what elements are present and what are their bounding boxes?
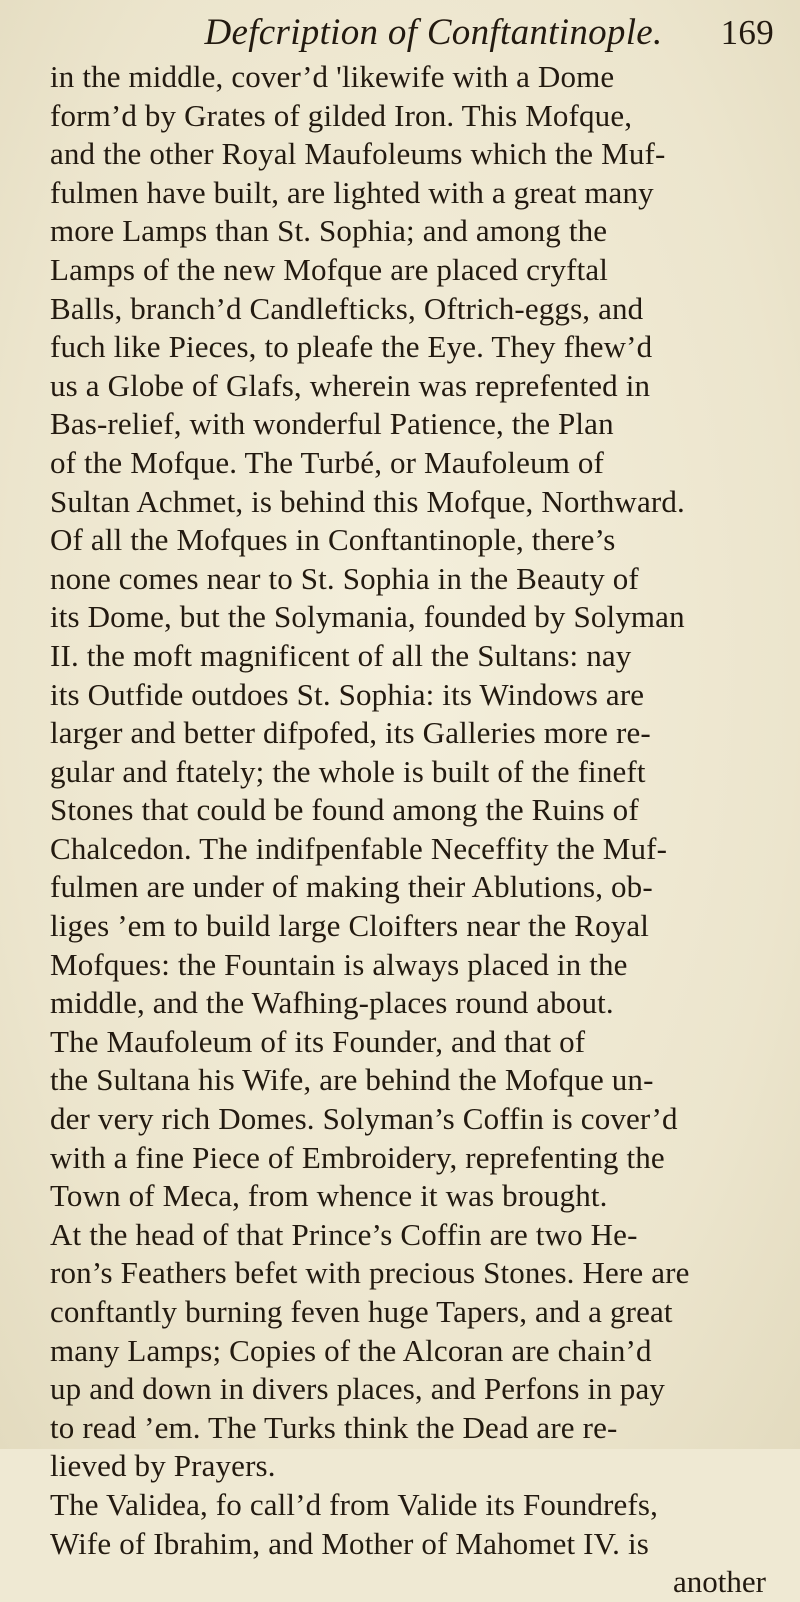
text-line: up and down in divers places, and Perfons in pay — [50, 1371, 666, 1407]
text-line: ron’s Feathers befet with precious Stones. Here are — [50, 1255, 690, 1291]
text-line: Chalcedon. The indifpenfable Neceffity the Muf- — [50, 830, 668, 866]
text-line: none comes near to St. Sophia in the Beauty of — [50, 560, 639, 596]
page-number: 169 — [720, 13, 774, 52]
text-line: der very rich Domes. Solyman’s Coffin is cover’d — [50, 1101, 678, 1137]
text-line: Town of Meca, from whence it was brought. — [50, 1178, 608, 1214]
text-line: fuch like Pieces, to pleafe the Eye. They fhew’d — [50, 329, 653, 365]
text-line: At the head of that Prince’s Coffin are two He- — [50, 1216, 638, 1252]
text-line: in the middle, cover’d 'likewife with a Dome — [50, 59, 615, 94]
text-line: fulmen are under of making their Ablutions, ob- — [50, 869, 653, 905]
text-line: fulmen have built, are lighted with a great many — [50, 174, 654, 210]
text-line: the Sultana his Wife, are behind the Mofque un- — [50, 1062, 654, 1098]
text-line: liges ’em to build large Cloifters near the Royal — [50, 908, 650, 944]
text-line: its Dome, but the Solymania, founded by Solyman — [50, 599, 685, 635]
text-line: Of all the Mofques in Conftantinople, there’s — [50, 522, 616, 558]
text-line: Bas-relief, with wonderful Patience, the Plan — [50, 406, 614, 442]
text-line: of the Mofque. The Turbé, or Maufoleum of — [50, 444, 605, 480]
text-line: Balls, branch’d Candlefticks, Oftrich-eggs, and — [50, 290, 644, 326]
text-line: middle, and the Wafhing-places round about. — [50, 985, 614, 1021]
text-line: conftantly burning feven huge Tapers, and a great — [50, 1294, 673, 1329]
text-line: with a fine Piece of Embroidery, reprefenting the — [50, 1139, 665, 1175]
text-line: The Validea, fo call’d from Valide its Foundrefs, — [50, 1486, 658, 1522]
text-line: us a Globe of Glafs, wherein was reprefented in — [50, 367, 651, 403]
text-line: its Outfide outdoes St. Sophia: its Windows are — [50, 676, 645, 712]
text-line: lieved by Prayers. — [50, 1448, 276, 1484]
text-line: The Maufoleum of its Founder, and that of — [50, 1023, 586, 1059]
text-line: Stones that could be found among the Ruins of — [50, 792, 639, 828]
text-line: many Lamps; Copies of the Alcoran are chain’d — [50, 1332, 652, 1368]
running-title: Defcription of Conftantinople. — [204, 12, 663, 53]
text-line: Lamps of the new Mofque are placed cryftal — [50, 251, 609, 287]
text-line: and the other Royal Maufoleums which the Muf- — [50, 136, 666, 172]
text-line: gular and ftately; the whole is built of the fineft — [50, 753, 646, 789]
text-line: Sultan Achmet, is behind this Mofque, Northward. — [50, 483, 685, 519]
text-line: II. the moft magnificent of all the Sultans: nay — [50, 637, 632, 673]
text-line: to read ’em. The Turks think the Dead are re- — [50, 1409, 618, 1445]
text-line: more Lamps than St. Sophia; and among the — [50, 213, 608, 249]
text-line: larger and better difpofed, its Galleries more re- — [50, 715, 651, 751]
body-text — [50, 58, 778, 1602]
text-line: form’d by Grates of gilded Iron. This Mofque, — [50, 97, 633, 133]
running-head — [50, 8, 778, 58]
text-line: Wife of Ibrahim, and Mother of Mahomet IV. is — [50, 1525, 649, 1561]
catchword: another — [673, 1564, 766, 1600]
text-line: Mofques: the Fountain is always placed in the — [50, 946, 628, 982]
